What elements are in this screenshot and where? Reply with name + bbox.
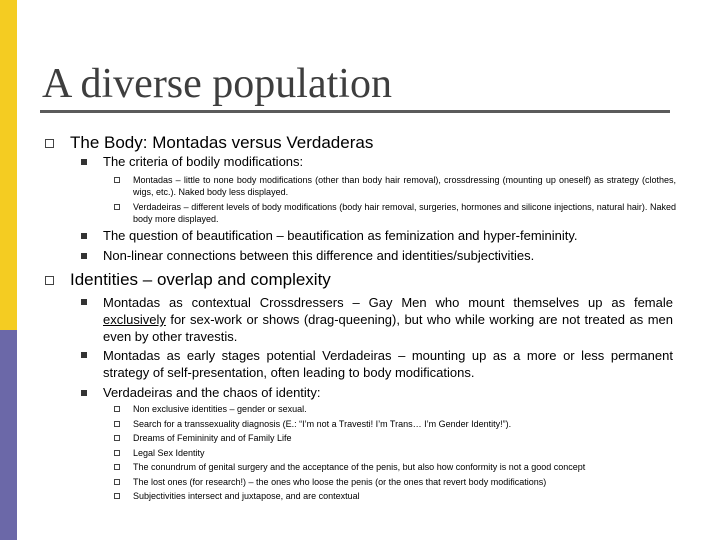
sub-list-item: Legal Sex Identity bbox=[133, 448, 205, 458]
square-bullet-icon bbox=[81, 390, 87, 396]
section-heading-identities: Identities – overlap and complexity bbox=[70, 270, 331, 289]
square-bullet-icon bbox=[114, 177, 120, 183]
underlined-text: exclusively bbox=[103, 312, 166, 327]
square-bullet-icon bbox=[114, 406, 120, 412]
list-item: Non-linear connections between this difference and identities/subjectivities. bbox=[103, 248, 535, 263]
list-item: Montadas as early stages potential Verdadeiras – mounting up as a more or less permanent strategy of self-presentation, often leading to body modifications. bbox=[103, 348, 673, 380]
list-item bbox=[103, 294, 673, 345]
sub-list-item: Dreams of Femininity and of Family Life bbox=[133, 433, 292, 443]
square-bullet-icon bbox=[81, 253, 87, 259]
list-item: The criteria of bodily modifications: bbox=[103, 154, 304, 169]
square-bullet-icon bbox=[81, 233, 87, 239]
square-bullet-icon bbox=[81, 299, 87, 305]
sub-list-item: Montadas – little to none body modifications (other than body hair removal), crossdressing (mounting up oneself) as strategy (clothes, wigs, etc.). Naked body less displayed. bbox=[133, 175, 676, 197]
accent-bar-purple bbox=[0, 330, 17, 540]
sub-list-item: Subjectivities intersect and juxtapose, and are contextual bbox=[133, 491, 360, 501]
sub-list-item: Verdadeiras – different levels of body modifications (body hair removal, surgeries, hormones and silicone injections, natural hair). Naked body more displayed. bbox=[133, 202, 676, 224]
square-bullet-icon bbox=[81, 159, 87, 165]
list-item: Verdadeiras and the chaos of identity: bbox=[103, 385, 321, 400]
sub-list-item: The lost ones (for research!) – the ones who loose the penis (or the ones that revert body modifications) bbox=[133, 477, 547, 487]
square-bullet-icon bbox=[114, 493, 120, 499]
square-bullet-icon bbox=[114, 421, 120, 427]
square-bullet-icon bbox=[114, 435, 120, 441]
slide-title: A diverse population bbox=[42, 61, 392, 107]
list-item-text: for sex-work or shows (drag-queening), but who while working are not treated as men even by other travestis. bbox=[103, 312, 673, 344]
sub-list-item: Search for a transsexuality diagnosis (E.: “I’m not a Travesti! I’m Trans… I’m Gender Identity!”). bbox=[133, 419, 512, 429]
title-underline bbox=[40, 110, 670, 113]
list-item: The question of beautification – beautification as feminization and hyper-femininity. bbox=[103, 228, 578, 243]
sub-list-item: Non exclusive identities – gender or sexual. bbox=[133, 404, 307, 414]
section-heading-body: The Body: Montadas versus Verdaderas bbox=[70, 133, 374, 152]
square-bullet-icon bbox=[114, 479, 120, 485]
square-bullet-icon bbox=[45, 139, 54, 148]
list-item-text: Montadas as contextual Crossdressers – Gay Men who mount themselves up as female bbox=[103, 295, 673, 310]
accent-bar-yellow bbox=[0, 0, 17, 330]
square-bullet-icon bbox=[114, 450, 120, 456]
square-bullet-icon bbox=[114, 464, 120, 470]
square-bullet-icon bbox=[114, 204, 120, 210]
sub-list-item: The conundrum of genital surgery and the acceptance of the penis, but also how conformity is not a good concept bbox=[133, 462, 586, 472]
square-bullet-icon bbox=[45, 276, 54, 285]
square-bullet-icon bbox=[81, 352, 87, 358]
